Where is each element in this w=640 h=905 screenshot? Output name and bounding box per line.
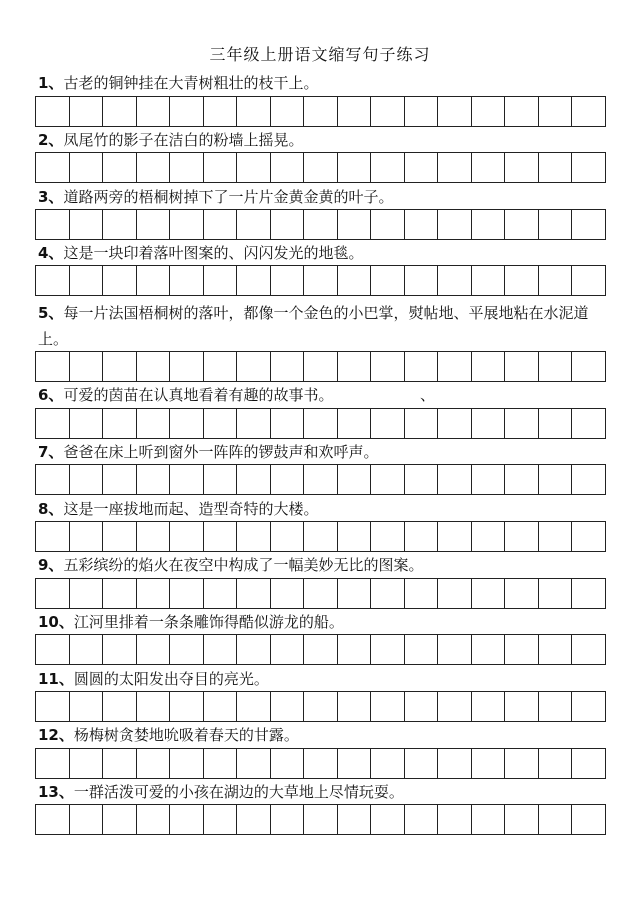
answer-cell[interactable] — [204, 521, 238, 552]
answer-cell[interactable] — [137, 351, 171, 382]
answer-grid-5[interactable] — [35, 351, 606, 382]
answer-cell[interactable] — [103, 748, 137, 779]
answer-cell[interactable] — [70, 351, 104, 382]
answer-cell[interactable] — [103, 521, 137, 552]
answer-cell[interactable] — [237, 209, 271, 240]
answer-cell[interactable] — [170, 464, 204, 495]
answer-cell[interactable] — [472, 464, 506, 495]
answer-cell[interactable] — [70, 152, 104, 183]
question-12: 12、杨梅树贪婪地吮吸着春天的甘露。 — [38, 726, 299, 744]
answer-cell[interactable] — [371, 96, 405, 127]
answer-cell[interactable] — [438, 265, 472, 296]
answer-cell[interactable] — [70, 691, 104, 722]
answer-cell[interactable] — [438, 351, 472, 382]
answer-grid-3[interactable] — [35, 209, 606, 240]
answer-cell[interactable] — [204, 152, 238, 183]
answer-cell[interactable] — [271, 634, 305, 665]
answer-cell[interactable] — [304, 578, 338, 609]
answer-cell[interactable] — [103, 691, 137, 722]
answer-cell[interactable] — [438, 691, 472, 722]
answer-cell[interactable] — [572, 691, 606, 722]
answer-cell[interactable] — [271, 408, 305, 439]
answer-cell[interactable] — [405, 265, 439, 296]
answer-cell[interactable] — [271, 351, 305, 382]
answer-cell[interactable] — [36, 265, 70, 296]
answer-cell[interactable] — [237, 152, 271, 183]
question-7: 7、爸爸在床上听到窗外一阵阵的锣鼓声和欢呼声。 — [38, 443, 379, 461]
answer-cell[interactable] — [271, 265, 305, 296]
answer-cell[interactable] — [472, 521, 506, 552]
question-2: 2、凤尾竹的影子在洁白的粉墙上摇晃。 — [38, 131, 304, 149]
answer-cell[interactable] — [137, 578, 171, 609]
answer-cell[interactable] — [438, 521, 472, 552]
answer-cell[interactable] — [338, 209, 372, 240]
answer-cell[interactable] — [70, 209, 104, 240]
answer-cell[interactable] — [572, 464, 606, 495]
answer-cell[interactable] — [237, 634, 271, 665]
answer-cell[interactable] — [271, 691, 305, 722]
answer-cell[interactable] — [271, 96, 305, 127]
answer-cell[interactable] — [204, 351, 238, 382]
answer-cell[interactable] — [572, 96, 606, 127]
answer-cell[interactable] — [271, 521, 305, 552]
answer-cell[interactable] — [36, 748, 70, 779]
answer-cell[interactable] — [137, 408, 171, 439]
answer-cell[interactable] — [405, 152, 439, 183]
answer-cell[interactable] — [36, 152, 70, 183]
answer-cell[interactable] — [539, 578, 573, 609]
answer-cell[interactable] — [472, 691, 506, 722]
answer-cell[interactable] — [539, 748, 573, 779]
answer-cell[interactable] — [338, 521, 372, 552]
answer-cell[interactable] — [204, 748, 238, 779]
answer-cell[interactable] — [271, 152, 305, 183]
answer-cell[interactable] — [36, 521, 70, 552]
answer-cell[interactable] — [338, 96, 372, 127]
answer-cell[interactable] — [371, 209, 405, 240]
question-6: 6、可爱的茵苗在认真地看着有趣的故事书。 — [38, 386, 334, 404]
answer-cell[interactable] — [371, 804, 405, 835]
answer-cell[interactable] — [338, 351, 372, 382]
answer-cell[interactable] — [36, 634, 70, 665]
answer-cell[interactable] — [237, 804, 271, 835]
answer-cell[interactable] — [36, 578, 70, 609]
question-4: 4、这是一块印着落叶图案的、闪闪发光的地毯。 — [38, 244, 364, 262]
answer-cell[interactable] — [505, 748, 539, 779]
answer-cell[interactable] — [170, 351, 204, 382]
answer-cell[interactable] — [170, 578, 204, 609]
answer-cell[interactable] — [472, 209, 506, 240]
answer-cell[interactable] — [371, 748, 405, 779]
answer-cell[interactable] — [204, 578, 238, 609]
answer-cell[interactable] — [70, 265, 104, 296]
answer-cell[interactable] — [304, 96, 338, 127]
answer-cell[interactable] — [539, 634, 573, 665]
answer-cell[interactable] — [505, 209, 539, 240]
answer-cell[interactable] — [539, 265, 573, 296]
answer-cell[interactable] — [170, 634, 204, 665]
answer-cell[interactable] — [70, 634, 104, 665]
answer-cell[interactable] — [505, 521, 539, 552]
answer-cell[interactable] — [572, 521, 606, 552]
answer-grid-10[interactable] — [35, 634, 606, 665]
answer-cell[interactable] — [36, 408, 70, 439]
answer-grid-2[interactable] — [35, 152, 606, 183]
answer-cell[interactable] — [338, 691, 372, 722]
answer-cell[interactable] — [539, 804, 573, 835]
question-13: 13、一群活泼可爱的小孩在湖边的大草地上尽情玩耍。 — [38, 783, 404, 801]
answer-cell[interactable] — [204, 96, 238, 127]
answer-cell[interactable] — [572, 351, 606, 382]
answer-cell[interactable] — [204, 209, 238, 240]
answer-cell[interactable] — [405, 578, 439, 609]
answer-cell[interactable] — [70, 804, 104, 835]
answer-cell[interactable] — [70, 96, 104, 127]
answer-cell[interactable] — [505, 691, 539, 722]
answer-cell[interactable] — [103, 209, 137, 240]
answer-cell[interactable] — [539, 96, 573, 127]
page-title: 三年级上册语文缩写句子练习 — [209, 45, 431, 64]
answer-cell[interactable] — [36, 691, 70, 722]
answer-cell[interactable] — [371, 634, 405, 665]
answer-cell[interactable] — [237, 464, 271, 495]
answer-cell[interactable] — [204, 464, 238, 495]
answer-cell[interactable] — [472, 634, 506, 665]
answer-cell[interactable] — [170, 152, 204, 183]
question-11: 11、圆圆的太阳发出夺目的亮光。 — [38, 670, 269, 688]
answer-grid-12[interactable] — [35, 748, 606, 779]
answer-cell[interactable] — [371, 521, 405, 552]
answer-cell[interactable] — [237, 521, 271, 552]
answer-cell[interactable] — [572, 209, 606, 240]
answer-cell[interactable] — [338, 634, 372, 665]
answer-cell[interactable] — [438, 152, 472, 183]
answer-cell[interactable] — [304, 748, 338, 779]
answer-cell[interactable] — [204, 634, 238, 665]
answer-cell[interactable] — [137, 209, 171, 240]
answer-cell[interactable] — [237, 265, 271, 296]
answer-cell[interactable] — [103, 578, 137, 609]
answer-cell[interactable] — [338, 265, 372, 296]
stray-mark: 、 — [420, 386, 436, 404]
answer-cell[interactable] — [271, 578, 305, 609]
answer-cell[interactable] — [539, 351, 573, 382]
answer-cell[interactable] — [505, 634, 539, 665]
answer-cell[interactable] — [539, 464, 573, 495]
answer-cell[interactable] — [338, 152, 372, 183]
answer-cell[interactable] — [539, 408, 573, 439]
answer-cell[interactable] — [505, 464, 539, 495]
answer-cell[interactable] — [170, 521, 204, 552]
answer-cell[interactable] — [438, 408, 472, 439]
answer-grid-4[interactable] — [35, 265, 606, 296]
answer-cell[interactable] — [170, 265, 204, 296]
answer-cell[interactable] — [572, 265, 606, 296]
answer-cell[interactable] — [70, 748, 104, 779]
answer-grid-8[interactable] — [35, 521, 606, 552]
answer-cell[interactable] — [170, 408, 204, 439]
question-9: 9、五彩缤纷的焰火在夜空中构成了一幅美妙无比的图案。 — [38, 556, 424, 574]
answer-cell[interactable] — [36, 804, 70, 835]
answer-cell[interactable] — [103, 96, 137, 127]
answer-grid-9[interactable] — [35, 578, 606, 609]
answer-cell[interactable] — [505, 351, 539, 382]
answer-grid-6[interactable] — [35, 408, 606, 439]
answer-cell[interactable] — [438, 804, 472, 835]
answer-cell[interactable] — [472, 351, 506, 382]
answer-cell[interactable] — [170, 691, 204, 722]
question-1: 1、古老的铜钟挂在大青树粗壮的枝干上。 — [38, 74, 319, 92]
answer-cell[interactable] — [572, 748, 606, 779]
answer-cell[interactable] — [170, 96, 204, 127]
answer-cell[interactable] — [572, 408, 606, 439]
answer-cell[interactable] — [438, 748, 472, 779]
answer-cell[interactable] — [304, 521, 338, 552]
answer-cell[interactable] — [405, 96, 439, 127]
answer-cell[interactable] — [438, 634, 472, 665]
answer-cell[interactable] — [338, 748, 372, 779]
answer-cell[interactable] — [304, 634, 338, 665]
answer-cell[interactable] — [70, 464, 104, 495]
answer-cell[interactable] — [137, 265, 171, 296]
answer-cell[interactable] — [170, 209, 204, 240]
answer-cell[interactable] — [304, 351, 338, 382]
answer-grid-7[interactable] — [35, 464, 606, 495]
answer-cell[interactable] — [204, 265, 238, 296]
answer-cell[interactable] — [137, 152, 171, 183]
answer-cell[interactable] — [371, 152, 405, 183]
answer-cell[interactable] — [103, 804, 137, 835]
answer-cell[interactable] — [137, 464, 171, 495]
answer-cell[interactable] — [338, 464, 372, 495]
question-3: 3、道路两旁的梧桐树掉下了一片片金黄金黄的叶子。 — [38, 188, 394, 206]
answer-cell[interactable] — [304, 464, 338, 495]
answer-cell[interactable] — [505, 152, 539, 183]
answer-grid-1[interactable] — [35, 96, 606, 127]
answer-cell[interactable] — [271, 748, 305, 779]
answer-cell[interactable] — [539, 209, 573, 240]
answer-cell[interactable] — [237, 96, 271, 127]
question-5: 5、每一片法国梧桐树的落叶，都像一个金色的小巴掌，熨帖地、平展地粘在水泥道上。 — [38, 304, 589, 348]
answer-cell[interactable] — [405, 408, 439, 439]
answer-cell[interactable] — [539, 152, 573, 183]
answer-cell[interactable] — [304, 265, 338, 296]
answer-cell[interactable] — [405, 521, 439, 552]
answer-cell[interactable] — [572, 152, 606, 183]
answer-cell[interactable] — [472, 578, 506, 609]
answer-grid-11[interactable] — [35, 691, 606, 722]
answer-cell[interactable] — [405, 351, 439, 382]
question-8: 8、这是一座拔地而起、造型奇特的大楼。 — [38, 500, 319, 518]
answer-cell[interactable] — [70, 521, 104, 552]
answer-cell[interactable] — [36, 351, 70, 382]
answer-cell[interactable] — [438, 96, 472, 127]
answer-cell[interactable] — [338, 408, 372, 439]
answer-cell[interactable] — [103, 408, 137, 439]
answer-cell[interactable] — [472, 748, 506, 779]
answer-cell[interactable] — [70, 408, 104, 439]
answer-cell[interactable] — [237, 578, 271, 609]
answer-cell[interactable] — [137, 634, 171, 665]
answer-cell[interactable] — [505, 96, 539, 127]
answer-cell[interactable] — [204, 408, 238, 439]
answer-cell[interactable] — [204, 804, 238, 835]
answer-cell[interactable] — [304, 152, 338, 183]
answer-cell[interactable] — [371, 351, 405, 382]
answer-cell[interactable] — [405, 691, 439, 722]
answer-cell[interactable] — [137, 691, 171, 722]
question-10: 10、江河里排着一条条雕饰得酷似游龙的船。 — [38, 613, 344, 631]
answer-cell[interactable] — [170, 748, 204, 779]
answer-cell[interactable] — [304, 804, 338, 835]
answer-cell[interactable] — [405, 464, 439, 495]
answer-cell[interactable] — [438, 464, 472, 495]
answer-cell[interactable] — [271, 209, 305, 240]
answer-cell[interactable] — [572, 804, 606, 835]
answer-cell[interactable] — [405, 804, 439, 835]
answer-cell[interactable] — [472, 152, 506, 183]
answer-cell[interactable] — [405, 209, 439, 240]
answer-cell[interactable] — [338, 804, 372, 835]
answer-cell[interactable] — [371, 464, 405, 495]
answer-cell[interactable] — [572, 578, 606, 609]
answer-cell[interactable] — [438, 209, 472, 240]
answer-cell[interactable] — [472, 408, 506, 439]
answer-cell[interactable] — [271, 464, 305, 495]
answer-cell[interactable] — [371, 691, 405, 722]
answer-cell[interactable] — [371, 408, 405, 439]
answer-cell[interactable] — [36, 464, 70, 495]
answer-cell[interactable] — [572, 634, 606, 665]
answer-grid-13[interactable] — [35, 804, 606, 835]
answer-cell[interactable] — [204, 691, 238, 722]
answer-cell[interactable] — [36, 209, 70, 240]
answer-cell[interactable] — [405, 634, 439, 665]
answer-cell[interactable] — [103, 464, 137, 495]
answer-cell[interactable] — [405, 748, 439, 779]
answer-cell[interactable] — [539, 521, 573, 552]
answer-cell[interactable] — [438, 578, 472, 609]
answer-cell[interactable] — [539, 691, 573, 722]
answer-cell[interactable] — [103, 265, 137, 296]
answer-cell[interactable] — [237, 748, 271, 779]
answer-cell[interactable] — [70, 578, 104, 609]
answer-cell[interactable] — [304, 691, 338, 722]
answer-cell[interactable] — [237, 351, 271, 382]
answer-cell[interactable] — [237, 691, 271, 722]
answer-cell[interactable] — [103, 152, 137, 183]
answer-cell[interactable] — [137, 521, 171, 552]
answer-cell[interactable] — [505, 265, 539, 296]
answer-cell[interactable] — [103, 634, 137, 665]
answer-cell[interactable] — [103, 351, 137, 382]
answer-cell[interactable] — [505, 408, 539, 439]
answer-cell[interactable] — [338, 578, 372, 609]
answer-cell[interactable] — [36, 96, 70, 127]
answer-cell[interactable] — [137, 748, 171, 779]
answer-cell[interactable] — [505, 804, 539, 835]
answer-cell[interactable] — [304, 408, 338, 439]
answer-cell[interactable] — [137, 96, 171, 127]
answer-cell[interactable] — [137, 804, 171, 835]
answer-cell[interactable] — [304, 209, 338, 240]
answer-cell[interactable] — [505, 578, 539, 609]
answer-cell[interactable] — [472, 804, 506, 835]
answer-cell[interactable] — [237, 408, 271, 439]
answer-cell[interactable] — [472, 265, 506, 296]
answer-cell[interactable] — [170, 804, 204, 835]
answer-cell[interactable] — [371, 265, 405, 296]
answer-cell[interactable] — [472, 96, 506, 127]
answer-cell[interactable] — [271, 804, 305, 835]
answer-cell[interactable] — [371, 578, 405, 609]
